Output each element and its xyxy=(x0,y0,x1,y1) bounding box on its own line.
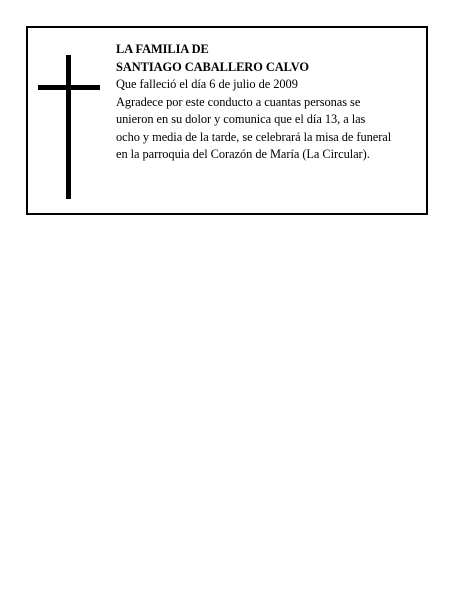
notice-body-line: ocho y media de la tarde, se celebrará la misa de funeral xyxy=(116,129,392,144)
notice-death-date: Que falleció el día 6 de julio de 2009 xyxy=(116,77,298,91)
obituary-notice xyxy=(26,26,428,215)
cross-vertical-bar xyxy=(66,55,71,199)
notice-body-line: en la parroquia del Corazón de María (La Circular). xyxy=(116,147,370,161)
notice-text xyxy=(116,41,428,164)
notice-body-line: Agradece por este conducto a cuantas personas se xyxy=(116,94,361,109)
notice-heading-family: LA FAMILIA DE xyxy=(116,42,209,56)
notice-heading-name: SANTIAGO CABALLERO CALVO xyxy=(116,59,309,74)
cross-horizontal-bar xyxy=(38,85,100,90)
notice-body-line: unieron en su dolor y comunica que el día 13, a las xyxy=(116,112,366,126)
latin-cross-icon xyxy=(38,55,100,199)
